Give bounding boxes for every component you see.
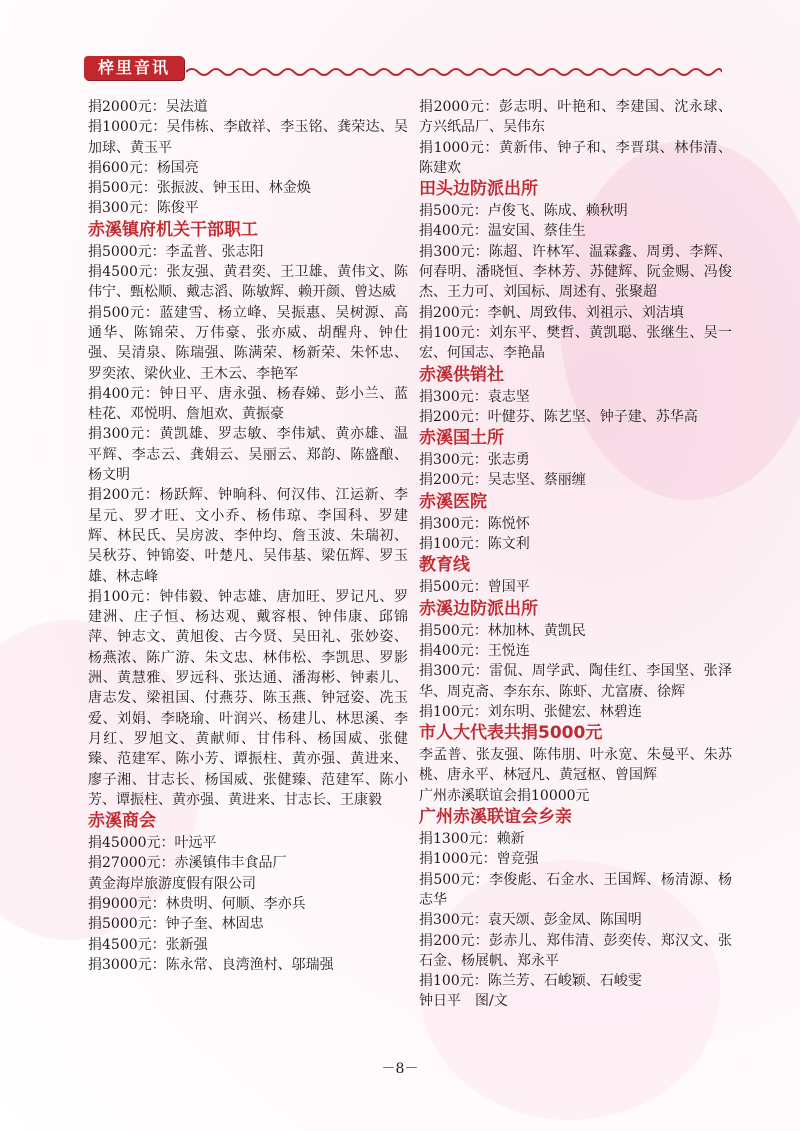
donation-line: 捐100元：钟伟毅、钟志雄、唐加旺、罗记凡、罗建洲、庄子恒、杨达观、戴容根、钟伟康、邱锦萍、钟志文、黄旭俊、古今贤、吴田礼、张妙姿、杨燕浓、陈广游、朱文忠、林伟松、李凯思、罗影洲、黄慧雅、罗远科、张达通、潘海彬、钟素儿、唐志发、梁祖国、付燕芬、陈玉燕、钟冠姿、冼玉爱、刘娟、李晓瑜、叶润兴、杨建儿、林思溪、李月红、罗旭文、黄献师、甘伟科、杨国威、张健臻、范建军、陈小芳、谭振柱、黄亦强、黄进来、廖子湘、甘志长、杨国威、张健臻、范建军、陈小芳、谭振柱、黄亦强、黄进来、甘志长、王康毅 bbox=[88, 588, 408, 808]
donation-line: 捐200元：叶健芬、陈艺坚、钟子建、苏华高 bbox=[419, 408, 698, 425]
donation-line: 捐200元：李帆、周致伟、刘祖示、刘洁填 bbox=[419, 304, 684, 321]
section-heading: 赤溪商会 bbox=[88, 811, 156, 832]
brand-logo: 梓里音讯 bbox=[84, 56, 184, 80]
donation-line: 捐500元：张振波、钟玉田、林金焕 bbox=[88, 180, 311, 197]
section-heading: 田头边防派出所 bbox=[419, 179, 538, 200]
donation-line: 捐400元：钟日平、唐永强、杨春娣、彭小兰、蓝桂花、邓悦明、詹旭欢、黄振豪 bbox=[88, 385, 408, 423]
donation-line: 捐5000元：钟子奎、林固忠 bbox=[88, 916, 264, 933]
donation-line: 捐500元：曾国平 bbox=[419, 579, 530, 596]
donation-line: 捐1000元：黄新伟、钟子和、李晋琪、林伟清、陈建欢 bbox=[419, 139, 732, 176]
donation-line: 捐4500元：张新强 bbox=[88, 936, 208, 953]
donation-line: 捐500元：林加林、黄凯民 bbox=[419, 622, 586, 639]
donation-line: 捐100元：陈文利 bbox=[419, 536, 530, 553]
donation-line: 捐100元：刘东平、樊哲、黄凯聪、张继生、吴一宏、何国志、李艳晶 bbox=[419, 324, 732, 362]
donation-line: 捐100元：陈兰芳、石峻颖、石峻雯 bbox=[419, 973, 642, 990]
decorative-wave-line bbox=[186, 64, 722, 80]
donation-line: 捐400元：温安国、蔡佳生 bbox=[419, 223, 586, 240]
donation-line: 李孟普、张友强、陈伟朋、叶永宽、朱曼平、朱苏桃、唐永平、林冠凡、黄冠枢、曾国辉 bbox=[419, 747, 732, 784]
author-credit: 钟日平 图/文 bbox=[419, 993, 508, 1010]
donation-line: 捐500元：蓝建雪、杨立峰、吴振惠、吴树源、高通华、陈锦荣、万伟豪、张亦威、胡醒舟、钟仕强、吴清泉、陈瑞强、陈满荣、杨新荣、朱怀忠、罗奕浓、梁伙业、王木云、李艳军 bbox=[88, 304, 408, 382]
donation-line: 捐2000元：彭志明、叶艳和、李建国、沈永球、方兴纸品厂、吴伟东 bbox=[419, 99, 732, 136]
donation-line: 捐200元：杨跃辉、钟晌科、何汉伟、江运新、李星元、罗才旺、文小乔、杨伟琼、李国科、罗建辉、林民氏、吴房波、李仲均、詹玉波、朱瑞初、吴秋芬、钟锦姿、叶楚凡、吴伟基、梁伍辉、罗玉雄、林志峰 bbox=[88, 487, 408, 585]
donation-line: 捐300元：黄凯雄、罗志敏、李伟斌、黄亦雄、温平辉、李志云、龚娟云、吴丽云、郑韵、陈盛酿、杨文明 bbox=[88, 426, 408, 484]
donation-line: 捐300元：袁志坚 bbox=[419, 388, 530, 405]
section-heading: 广州赤溪联谊会乡亲 bbox=[419, 807, 572, 828]
left-column bbox=[88, 97, 408, 975]
donation-line: 捐5000元：李孟普、张志阳 bbox=[88, 243, 264, 260]
section-heading: 市人大代表共捐5000元 bbox=[419, 723, 603, 744]
page-number: －8－ bbox=[381, 1061, 419, 1077]
donation-line: 捐27000元：赤溪镇伟丰食品厂 bbox=[88, 855, 287, 872]
donation-line: 捐1000元：吴伟栋、李啟祥、李玉铭、龚荣达、吴加球、黄玉平 bbox=[88, 119, 408, 156]
donation-line: 捐500元：李俊彪、石金水、王国辉、杨清源、杨志华 bbox=[419, 871, 732, 908]
donation-line: 捐300元：陈俊平 bbox=[88, 200, 199, 217]
donation-line: 捐300元：陈悦怀 bbox=[419, 515, 530, 532]
donation-line: 捐300元：陈超、许林军、温霖鑫、周勇、李辉、何春明、潘晓恒、李林芳、苏健辉、阮金赐、冯俊杰、王力可、刘国标、周述有、张聚超 bbox=[419, 243, 732, 301]
section-heading: 赤溪国土所 bbox=[419, 428, 504, 449]
donation-line: 捐300元：张志勇 bbox=[419, 452, 530, 469]
right-column bbox=[419, 97, 732, 1012]
section-heading: 赤溪医院 bbox=[419, 491, 487, 512]
donation-line: 捐200元：彭赤儿、郑伟清、彭奕传、郑汉文、张石金、杨展帆、郑永平 bbox=[419, 932, 732, 969]
donation-line: 捐4500元：张友强、黄君奕、王卫雄、黄伟文、陈伟宁、甄松顺、戴志滔、陈敏辉、赖开颜、曾达威 bbox=[88, 264, 408, 301]
donation-line: 捐2000元：吴法道 bbox=[88, 99, 208, 115]
donation-line: 捐200元：吴志坚、蔡丽缠 bbox=[419, 472, 586, 489]
donation-line: 捐45000元：叶远平 bbox=[88, 835, 217, 852]
donation-line: 黄金海岸旅游度假有限公司 bbox=[88, 875, 256, 892]
section-heading: 教育线 bbox=[419, 555, 470, 576]
donation-line: 捐300元：雷侃、周学武、陶佳红、李国坚、张泽华、周克斋、李东东、陈虾、尤富赓、徐辉 bbox=[419, 663, 732, 700]
donation-line: 捐3000元：陈永常、良湾渔村、邬瑞强 bbox=[88, 956, 334, 973]
section-heading: 赤溪镇府机关干部职工 bbox=[88, 219, 258, 240]
section-heading: 赤溪供销社 bbox=[419, 364, 504, 385]
donation-line: 捐1300元：赖新 bbox=[419, 831, 525, 848]
donation-line: 捐600元：杨国亮 bbox=[88, 159, 199, 176]
donation-line: 捐9000元：林贵明、何顺、李亦兵 bbox=[88, 895, 306, 912]
page-header bbox=[84, 56, 724, 86]
donation-line: 捐1000元：曾竞强 bbox=[419, 851, 539, 868]
donation-line: 广州赤溪联谊会捐10000元 bbox=[419, 787, 590, 804]
donation-line: 捐300元：袁天颂、彭金凤、陈国明 bbox=[419, 912, 642, 929]
donation-line: 捐100元：刘东明、张健宏、林碧连 bbox=[419, 703, 642, 720]
section-heading: 赤溪边防派出所 bbox=[419, 598, 538, 619]
donation-line: 捐500元：卢俊飞、陈成、赖秋明 bbox=[419, 203, 628, 220]
donation-line: 捐400元：王悦连 bbox=[419, 642, 530, 659]
